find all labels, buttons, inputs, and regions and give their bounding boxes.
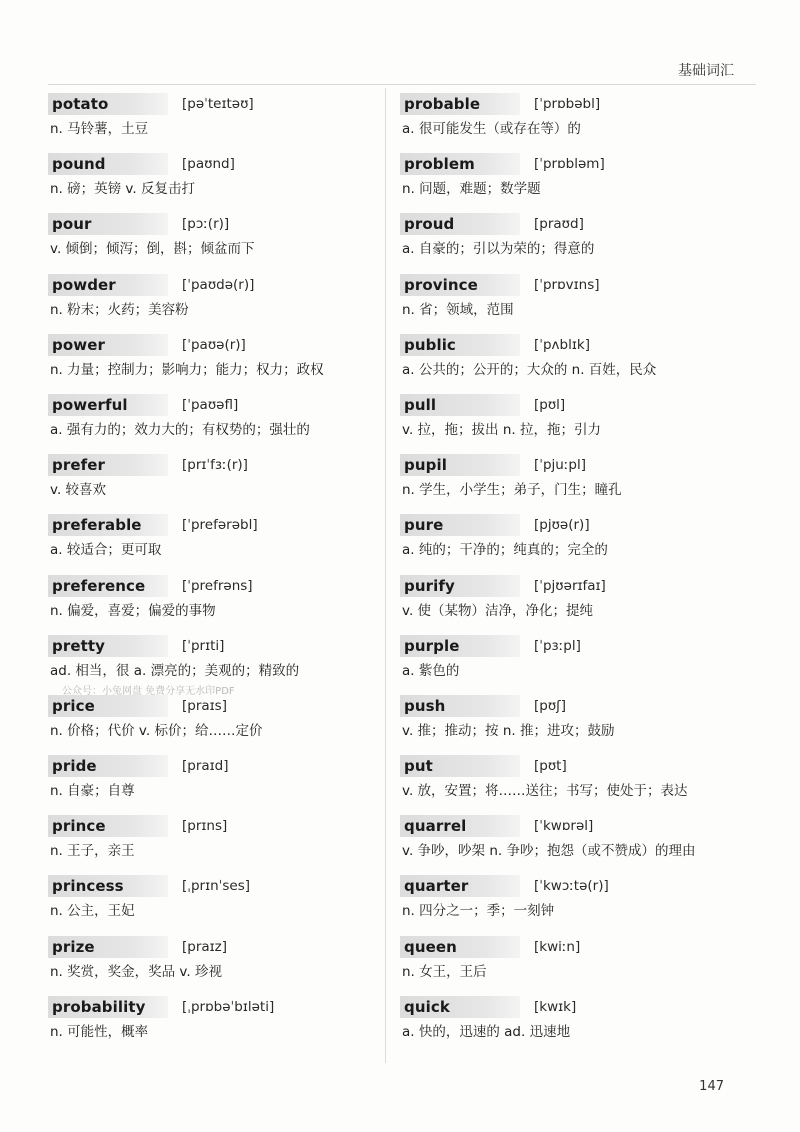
column-divider (385, 88, 386, 1063)
phonetic: [ˈpɜːpl] (534, 637, 581, 654)
vocab-entry (48, 511, 384, 571)
vocab-entry (48, 451, 384, 511)
phonetic: [ˈprefərəbl] (182, 517, 258, 534)
definition: a. 自豪的；引以为荣的；得意的 (402, 241, 595, 258)
headword: pour (48, 213, 168, 235)
entry-head (400, 271, 736, 299)
headword: quarter (400, 875, 520, 897)
headword: prefer (48, 454, 168, 476)
phonetic: [ˈprefrəns] (182, 577, 253, 594)
vocab-entry (48, 210, 384, 270)
entry-head (400, 511, 736, 539)
definition: v. 使（某物）洁净，净化；提纯 (402, 602, 594, 619)
headword: purify (400, 575, 520, 597)
phonetic: [praɪz] (182, 938, 228, 955)
entry-head (48, 271, 384, 299)
headword: potato (48, 93, 168, 115)
definition: v. 推；推动；按 n. 推；进攻；鼓励 (402, 722, 615, 739)
entry-head (400, 90, 736, 118)
vocab-entry (48, 150, 384, 210)
entry-head (48, 90, 384, 118)
definition: v. 放，安置；将……送往；书写；使处于；表达 (402, 783, 688, 800)
vocab-entry (48, 391, 384, 451)
vocab-entry (48, 90, 384, 150)
phonetic: [ˈpaʊdə(r)] (182, 276, 255, 293)
phonetic: [pʊl] (534, 396, 566, 413)
definition: v. 拉，拖；拔出 n. 拉，拖；引力 (402, 421, 601, 438)
definition: n. 自豪；自尊 (50, 783, 135, 800)
vocab-entry (400, 391, 736, 451)
headword: princess (48, 875, 168, 897)
phonetic: [ˈpʌblɪk] (534, 336, 590, 353)
phonetic: [ˈprɪti] (182, 637, 225, 654)
headword: proud (400, 213, 520, 235)
phonetic: [ˈprɒbləm] (534, 156, 605, 173)
definition: n. 问题，难题；数学题 (402, 181, 541, 198)
headword: problem (400, 153, 520, 175)
entry-head (48, 451, 384, 479)
vocab-entry (48, 872, 384, 932)
headword: pupil (400, 454, 520, 476)
definition: a. 较适合；更可取 (50, 542, 162, 559)
headword: put (400, 755, 520, 777)
headword: pride (48, 755, 168, 777)
headword: probable (400, 93, 520, 115)
vocab-entry (400, 90, 736, 150)
definition: n. 马铃薯，土豆 (50, 121, 149, 137)
headword: prince (48, 815, 168, 837)
definition: n. 女王，王后 (402, 963, 487, 980)
page-number: 147 (699, 1079, 724, 1094)
headword: powder (48, 274, 168, 296)
phonetic: [pəˈteɪtəʊ] (182, 96, 254, 112)
headword: pound (48, 153, 168, 175)
definition: n. 粉末；火药；美容粉 (50, 301, 189, 318)
entry-head (400, 331, 736, 359)
phonetic: [paʊnd] (182, 156, 235, 173)
headword: public (400, 334, 520, 356)
entry-head (48, 572, 384, 600)
phonetic: [ˈpjʊərɪfaɪ] (534, 577, 606, 594)
entry-head (48, 752, 384, 780)
entry-head (400, 933, 736, 961)
vocab-entry (400, 812, 736, 872)
definition: n. 奖赏，奖金，奖品 v. 珍视 (50, 963, 222, 980)
vocab-entry (48, 331, 384, 391)
vocab-entry (48, 933, 384, 993)
phonetic: [ˈpaʊəfl] (182, 396, 239, 413)
headword: prize (48, 936, 168, 958)
vocab-entry (400, 692, 736, 752)
phonetic: [prɪˈfɜː(r)] (182, 457, 248, 474)
vocab-entry (48, 271, 384, 331)
definition: n. 四分之一；季；一刻钟 (402, 903, 555, 920)
vocab-entry (400, 993, 736, 1053)
entry-head (48, 511, 384, 539)
phonetic: [ˈprɒvɪns] (534, 276, 600, 293)
entry-head (400, 993, 736, 1021)
definition: v. 倾倒；倾泻；倒，斟；倾盆而下 (50, 241, 255, 258)
phonetic: [ˈpaʊə(r)] (182, 336, 246, 353)
phonetic: [praʊd] (534, 216, 584, 233)
headword: power (48, 334, 168, 356)
definition: n. 公主，王妃 (50, 903, 135, 920)
phonetic: [kwiːn] (534, 938, 581, 955)
phonetic: [pʊʃ] (534, 697, 566, 714)
definition: a. 公共的；公开的；大众的 n. 百姓，民众 (402, 361, 657, 378)
definition: n. 力量；控制力；影响力；能力；权力；政权 (50, 361, 324, 378)
vocab-entry (48, 993, 384, 1053)
headword: preference (48, 575, 168, 597)
vocab-entry (400, 933, 736, 993)
vocab-entry (48, 812, 384, 872)
right-column (400, 90, 736, 1053)
headword: quarrel (400, 815, 520, 837)
phonetic: [kwɪk] (534, 998, 577, 1015)
entry-head (400, 812, 736, 840)
headword: pure (400, 514, 520, 536)
headword: pretty (48, 635, 168, 657)
phonetic: [praɪs] (182, 697, 227, 714)
vocab-entry (400, 632, 736, 692)
entry-head (48, 391, 384, 419)
definition: a. 强有力的；效力大的；有权势的；强壮的 (50, 421, 310, 438)
phonetic: [ˈpjuːpl] (534, 457, 586, 474)
entry-head (48, 812, 384, 840)
vocab-entry (400, 210, 736, 270)
headword: preferable (48, 514, 168, 536)
entry-head (48, 993, 384, 1021)
headword: powerful (48, 394, 168, 416)
entry-head (48, 872, 384, 900)
vocab-entry (400, 572, 736, 632)
definition: n. 省；领域，范围 (402, 301, 514, 318)
definition: v. 较喜欢 (50, 482, 107, 499)
vocab-entry (48, 572, 384, 632)
definition: n. 价格；代价 v. 标价；给……定价 (50, 722, 263, 739)
entry-head (48, 632, 384, 660)
headword: queen (400, 936, 520, 958)
headword: quick (400, 996, 520, 1018)
entry-head (400, 210, 736, 238)
phonetic: [ˈprɒbəbl] (534, 96, 601, 112)
entry-head (400, 872, 736, 900)
headword: push (400, 695, 520, 717)
entry-head (400, 692, 736, 720)
vocab-entry (400, 150, 736, 210)
left-column (48, 90, 384, 1053)
headword: price (48, 695, 168, 717)
definition: n. 磅；英镑 v. 反复击打 (50, 181, 195, 198)
headword: province (400, 274, 520, 296)
headword: probability (48, 996, 168, 1018)
header-rule (48, 84, 756, 85)
entry-head (48, 331, 384, 359)
definition: a. 紫色的 (402, 662, 460, 679)
definition: n. 王子，亲王 (50, 843, 135, 860)
vocab-entry (48, 692, 384, 752)
definition: a. 纯的；干净的；纯真的；完全的 (402, 542, 608, 559)
entry-head (48, 933, 384, 961)
vocab-entry (400, 872, 736, 932)
phonetic: [ˈkwɒrəl] (534, 818, 594, 835)
entry-head (400, 632, 736, 660)
definition: v. 争吵，吵架 n. 争吵；抱怨（或不赞成）的理由 (402, 843, 696, 860)
definition: ad. 相当，很 a. 漂亮的；美观的；精致的 (50, 662, 300, 679)
entry-head (48, 150, 384, 178)
vocab-entry (400, 271, 736, 331)
headword: purple (400, 635, 520, 657)
vocab-entry (400, 511, 736, 571)
watermark-text: 公众号：小兔网盘 免费分享无水印PDF (62, 686, 235, 697)
entry-head (400, 391, 736, 419)
definition: n. 偏爱，喜爱；偏爱的事物 (50, 602, 216, 619)
definition: a. 很可能发生（或存在等）的 (402, 121, 581, 137)
entry-head (400, 451, 736, 479)
entry-head (48, 210, 384, 238)
entry-head (400, 150, 736, 178)
definition: n. 可能性，概率 (50, 1023, 149, 1040)
vocab-entry (400, 331, 736, 391)
phonetic: [pjʊə(r)] (534, 517, 590, 534)
section-title: 基础词汇 (678, 63, 734, 79)
definition: a. 快的，迅速的 ad. 迅速地 (402, 1023, 571, 1040)
definition: n. 学生，小学生；弟子，门生；瞳孔 (402, 482, 622, 499)
vocab-entry (400, 752, 736, 812)
vocab-entry (48, 752, 384, 812)
phonetic: [pɔː(r)] (182, 216, 230, 233)
phonetic: [pʊt] (534, 758, 567, 775)
phonetic: [praɪd] (182, 758, 229, 775)
phonetic: [ˈkwɔːtə(r)] (534, 878, 609, 895)
headword: pull (400, 394, 520, 416)
entry-head (400, 572, 736, 600)
vocab-entry (400, 451, 736, 511)
phonetic: [ˌprɪnˈses] (182, 878, 251, 895)
phonetic: [ˌprɒbəˈbɪləti] (182, 998, 275, 1015)
phonetic: [prɪns] (182, 818, 228, 835)
entry-head (400, 752, 736, 780)
